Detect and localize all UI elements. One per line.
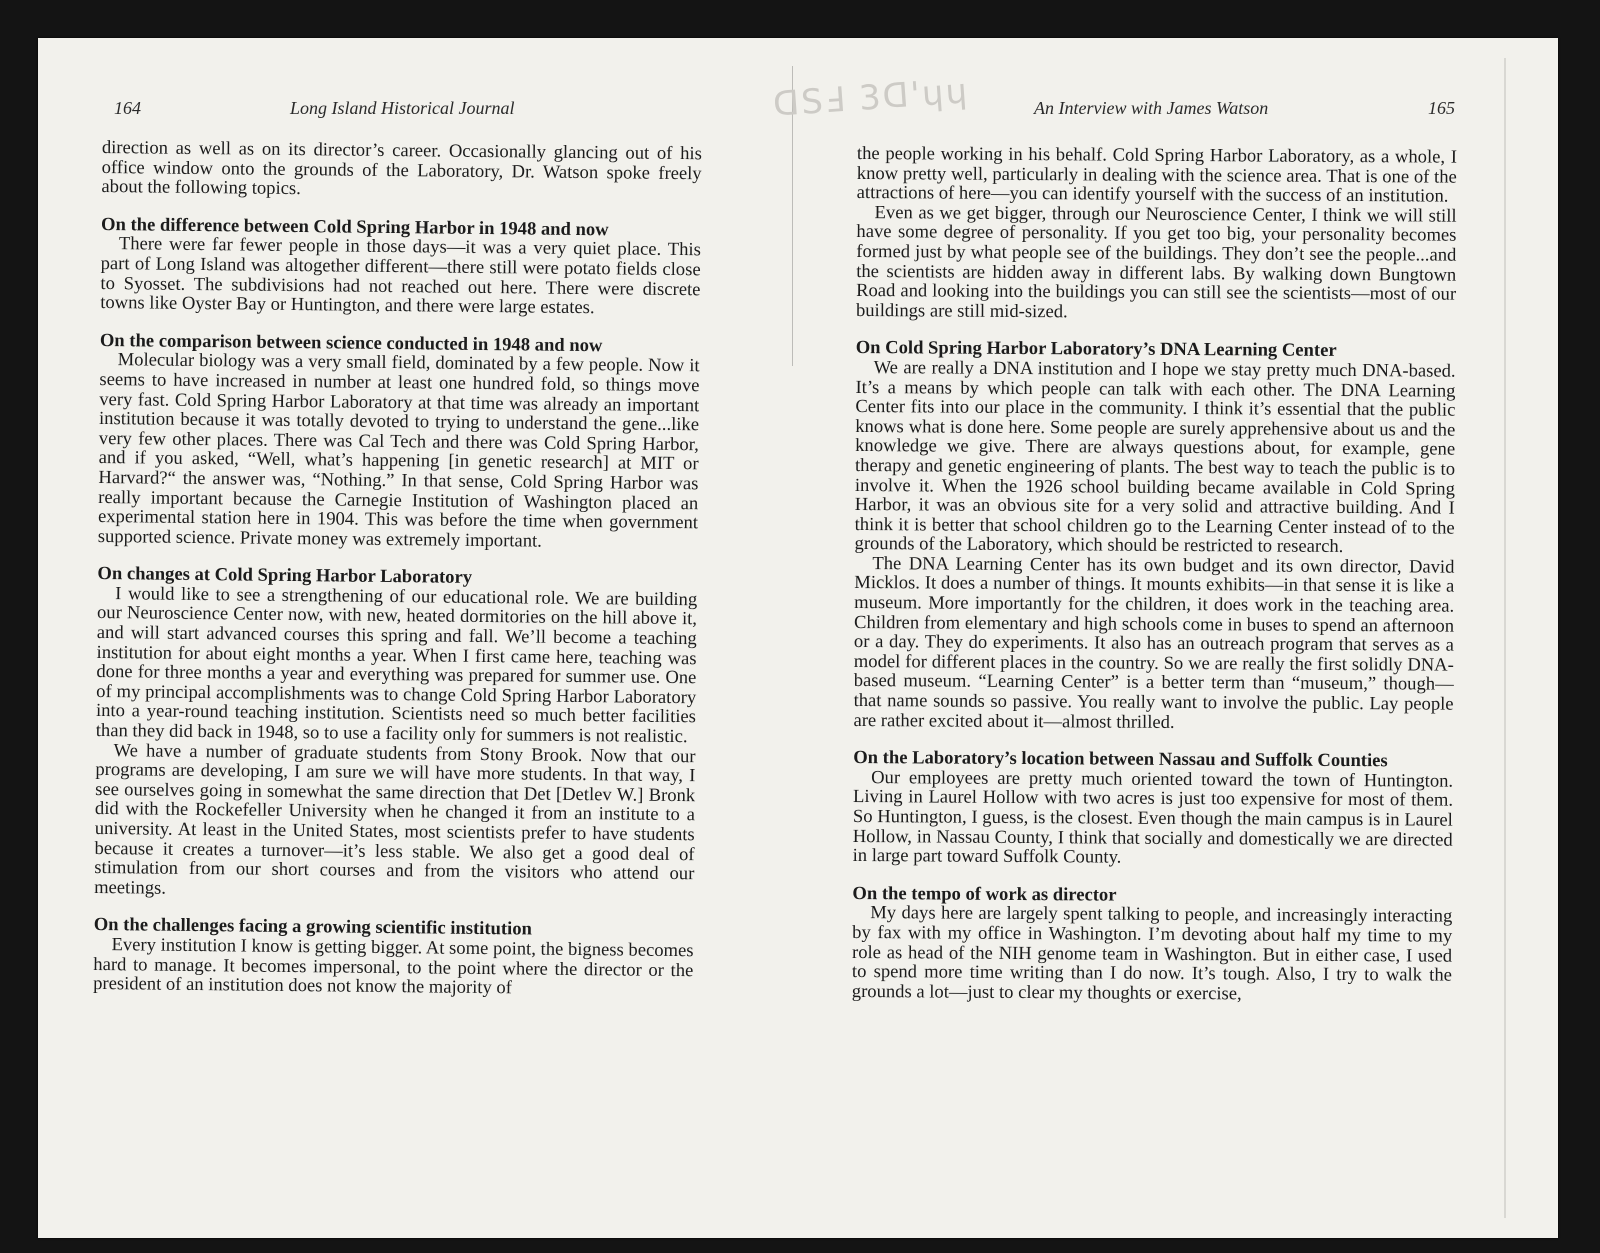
section (853, 748, 1454, 869)
section (94, 564, 697, 903)
section (98, 331, 700, 553)
section (93, 915, 694, 1000)
section-heading: On the difference between Cold Spring Harbor in 1948 and now (100, 213, 609, 241)
section-heading: On the comparison between science conducted in 1948 and now (99, 329, 603, 357)
paragraph: We have a number of graduate students from Stony Brook. Now that our programs are developing, I am sure we will have more students. In that way, I see ourselves going in somewhat the same direction that Det [Detlev W.] Bronk did with the Rockefeller University when he changed it from an institute to a university. At least in the United States, most scientists prefer to have students because it creates a turnover—it’s less stable. We also get a good deal of stimulation from our short courses and from the visitors who attend our meetings. (94, 739, 696, 899)
right-page-number: 165 (1428, 98, 1455, 118)
left-page-column (93, 138, 702, 1018)
paragraph: We are really a DNA institution and I hope we stay pretty much DNA-based. It’s a means by which people can talk with each other. The DNA Learning Center fits into our place in the community. I think it’s essential that the public knows what is done here. Some people are surely apprehensive about us and the knowledge we give. There are always questions about, for example, gene therapy and genetic engineering of plants. The best way to teach the public is to involve it. When the 1926 school building became available in Cold Spring Harbor, it was an obvious site for a very solid and attractive building. And I think it is better that school children go to the Learning Center instead of to the grounds of the Laboratory, which should be restricted to research. (854, 357, 1456, 558)
section (852, 884, 1453, 1005)
paragraph: There were far fewer people in those days—it was a very quiet place. This part of Long Island was altogether different—there still were potato fields close to Syosset. The subdivisions had not reached out here. There were discrete towns like Oyster Bay or Huntington, and there were large estates. (100, 233, 701, 319)
section-heading: On Cold Spring Harbor Laboratory’s DNA Learning Center (855, 337, 1337, 362)
bleed-through-marking: ᗡSℲ 3ᗡ'ɥɥ (771, 71, 971, 125)
paragraph: Molecular biology was a very small field, dominated by a few people. Now it seems to have increased in number at least one hundred fold, so things move very fast. Cold Spring Harbor Laboratory at that time was already an important institution because it was totally devoted to trying to understand the gene...like very few other places. There was Cal Tech and there was Cold Spring Harbor, and if you asked, “Well, what’s happening [in genetic research] at MIT or Harvard?“ the answer was, “Nothing.” In that sense, Cold Spring Harbor was really important because the Carnegie Institution of Washington placed an experimental station here in 1904. This was before the time when government supported science. Private money was extremely important. (97, 349, 700, 552)
left-running-head: Long Island Historical Journal (290, 98, 515, 118)
left-page-number: 164 (114, 98, 141, 118)
book-spread (38, 38, 1558, 1238)
lead-paragraph: direction as well as on its director’s career. Occasionally glancing out of his office window onto the grounds of the Laboratory, Dr. Watson spoke freely about the following topics. (101, 137, 702, 200)
right-page-column (852, 144, 1457, 1023)
section (100, 215, 701, 319)
right-running-head: An Interview with James Watson (1034, 98, 1269, 118)
section-heading: On the Laboratory’s location between Nassau and Suffolk Counties (853, 747, 1388, 772)
paragraph: Our employees are pretty much oriented toward the town of Huntington. Living in Laurel Hollow with two acres is just too expensive for most of them. So Huntington, I guess, is the closest. Even though the main campus is in Laurel Hollow, in Nassau County, I think that socially and domestically we are directed in large part toward Suffolk County. (852, 766, 1454, 868)
page-edge (1504, 58, 1506, 1218)
section-heading: On the challenges facing a growing scientific institution (93, 914, 533, 940)
paragraph: Even as we get bigger, through our Neuroscience Center, I think we will still have some degree of personality. If you get too big, your personality becomes formed just by what people see of the buildings. They don’t see the people...and the scientists are hidden away in different labs. By walking down Bungtown Road and looking into the buildings you can still see the scientists—most of our buildings are still mid-sized. (855, 201, 1457, 323)
paragraph: the people working in his behalf. Cold Spring Harbor Laboratory, as a whole, I know pretty well, particularly in dealing with the science area. That is one of the attractions of here—you can identify yourself with the success of an institution. (856, 143, 1457, 207)
paragraph: I would like to see a strengthening of our educational role. We are building our Neuroscience Center now, with new, heated dormitories on the hill above it, and will start advanced courses this spring and fall. We’ll become a teaching institution for about eight months a year. When I first came here, teaching was done for three months a year and everything was prepared for summer use. One of my principal accomplishments was to change Cold Spring Harbor Laboratory into a year-round teaching institution. Scientists need so much better facilities than they did back in 1948, so to use a facility only for summers is not realistic. (95, 583, 698, 748)
section (853, 338, 1455, 734)
paragraph: My days here are largely spent talking to people, and increasingly interacting by fax with my office in Washington. I’m devoting about half my time to my role as head of the NIH genome team in Washington. But in either case, I used to spend more time writing than I do now. It’s tough. Also, I try to walk the grounds a lot—just to clear my thoughts or exercise, (851, 902, 1453, 1005)
section-heading: On the tempo of work as director (852, 882, 1117, 906)
lead-block (856, 144, 1457, 324)
paragraph: The DNA Learning Center has its own budget and its own director, David Micklos. It does a number of things. It mounts exhibits—in that sense it is like a museum. More importantly for the children, it does work in the teaching area. Children from elementary and high schools come in buses to spend an afternoon or a day. They do experiments. It also has an outreach program that serves as a model for different places in the country. So we are really the first solidly DNA-based museum. “Learning Center” is a better term than “museum,” though—that name sounds so passive. You really want to involve the public. Lay people are rather excited about it—almost thrilled. (853, 552, 1455, 733)
paragraph: Every institution I know is getting bigger. At some point, the bigness becomes hard to manage. It becomes impersonal, to the point where the director or the president of an institution does not know the majority of (93, 934, 694, 999)
section-heading: On changes at Cold Spring Harbor Laboratory (97, 563, 473, 589)
